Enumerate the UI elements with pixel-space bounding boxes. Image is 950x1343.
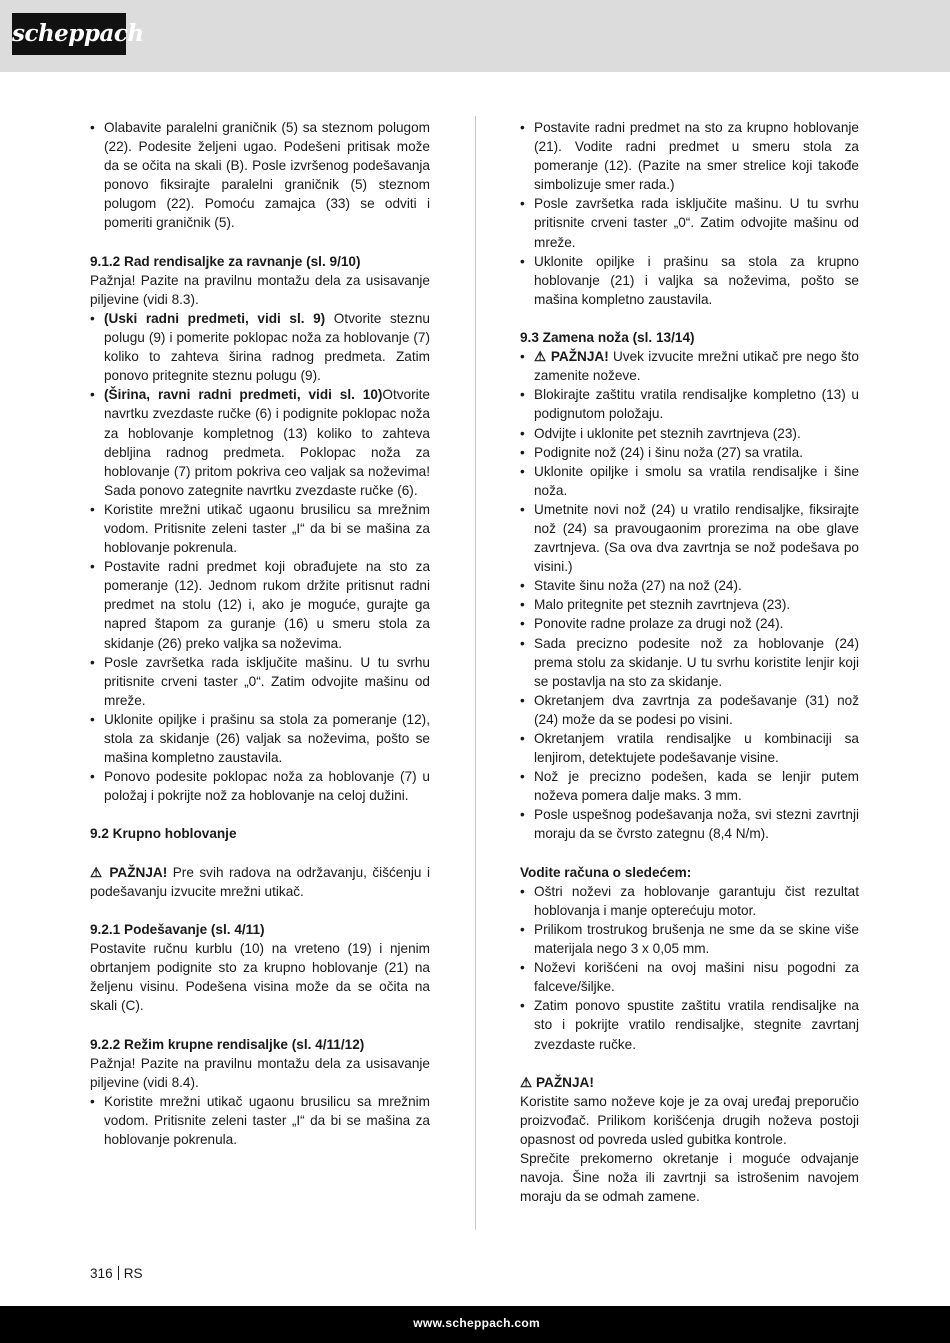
list-item: • Noževi korišćeni na ovoj mašini nisu pogodni za falceve/šiljke.	[520, 958, 859, 996]
header-bar	[0, 0, 950, 72]
bold-label: (Uski radni predmeti, vidi sl. 9)	[104, 310, 326, 326]
paragraph: Pažnja! Pazite na pravilnu montažu dela za usisavanje piljevine (vidi 8.4).	[90, 1055, 430, 1090]
list-item: • Koristite mrežni utikač ugaonu brusilicu sa mrežnim vodom. Pritisnite zeleni taster „I“ da bi se mašina za hoblovanje pokrenula.	[90, 1092, 430, 1149]
website-url: www.scheppach.com	[413, 1316, 540, 1330]
item-text: Uvek izvucite mrežni utikač pre nego što zamenite noževe.	[534, 349, 859, 384]
list-item: • Ponovo podesite poklopac noža za hoblovanje (7) u položaj i pokrijte nož za hoblovanje na celoj dužini.	[90, 767, 430, 805]
page-number	[90, 1266, 143, 1281]
list-item: • Uklonite opiljke i prašinu sa stola za krupno hoblovanje (21) i valjka sa noževima, pošto se mašina kompletno zaustavila.	[520, 252, 859, 309]
warning-text: Pre svih radova na održavanju, čišćenju i podešavanju izvucite mrežni utikač.	[90, 864, 430, 899]
note-heading: Vodite računa o sledećem:	[520, 864, 692, 880]
section-heading-9-1-2: 9.1.2 Rad rendisaljke za ravnanje (sl. 9/10)	[90, 253, 361, 269]
list-item: • Nož je precizno podešen, kada se lenjir putem noževa pomera dalje maks. 3 mm.	[520, 767, 859, 805]
bold-label: (Širina, ravni radni predmeti, vidi sl. 10)	[104, 387, 383, 403]
list-item: • Postavite radni predmet na sto za krupno hoblovanje (21). Vodite radni predmet u smeru stola za pomeranje (12). (Pazite na smer strelice koji takođe simbolizuje smer rada.)	[520, 118, 859, 194]
warning-label: ⚠ PAŽNJA!	[90, 864, 168, 880]
list-item: • Uklonite opiljke i prašinu sa stola za pomeranje (12), stola za skidanje (26) valjak sa noževima, pošto se mašina kompletno zaustavila.	[90, 710, 430, 767]
warning-heading: ⚠ PAŽNJA!	[520, 1074, 594, 1090]
list-item: • Oštri noževi za hoblovanje garantuju čist rezultat hoblovanja i manje opterećuju motor.	[520, 882, 859, 920]
list-item: • Okretanjem dva zavrtnja za podešavanje (31) nož (24) može da se podesi po visini.	[520, 691, 859, 729]
list-item: • Koristite mrežni utikač ugaonu brusilicu sa mrežnim vodom. Pritisnite zeleni taster „I“ da bi se mašina za hoblovanje pokrenula.	[90, 500, 430, 557]
list-item: • Sada precizno podesite nož za hoblovanje (24) prema stolu za skidanje. U tu svrhu koristite lenjir koji se postavlja na sto za skidanje.	[520, 634, 859, 691]
list-item: • Uklonite opiljke i smolu sa vratila rendisaljke i šine noža.	[520, 462, 859, 500]
list-item: • Posle uspešnog podešavanja noža, svi stezni zavrtnji moraju da se čvrsto zategnu (8,4 N/m).	[520, 805, 859, 843]
list-item: • Okretanjem vratila rendisaljke u kombinaciji sa lenjirom, detektujete podešavanje visine.	[520, 729, 859, 767]
section-heading-9-2-2: 9.2.2 Režim krupne rendisaljke (sl. 4/11/12)	[90, 1036, 365, 1052]
list-item: • Stavite šinu noža (27) na nož (24).	[520, 576, 859, 595]
section-heading-9-3: 9.3 Zamena noža (sl. 13/14)	[520, 330, 695, 346]
footer-bar	[0, 1306, 950, 1343]
page-number-value: 316	[90, 1266, 113, 1281]
section-heading-9-2-1: 9.2.1 Podešavanje (sl. 4/11)	[90, 921, 265, 937]
left-column	[90, 118, 430, 1149]
list-item: • Posle završetka rada isključite mašinu. U tu svrhu pritisnite crveni taster „0“. Zatim odvojite mašinu od mreže.	[90, 653, 430, 710]
list-item: • Prilikom trostrukog brušenja ne sme da se skine više materijala nego 3 x 0,05 mm.	[520, 920, 859, 958]
language-code: RS	[123, 1266, 143, 1281]
warning-label: ⚠ PAŽNJA!	[534, 349, 609, 365]
list-item: • Posle završetka rada isključite mašinu. U tu svrhu pritisnite crveni taster „0“. Zatim odvojite mašinu od mreže.	[520, 194, 859, 251]
list-item	[520, 347, 859, 385]
paragraph: Sprečite prekomerno okretanje i moguće odvajanje navoja. Šine noža ili zavrtnji sa istrošenim navojem moraju da se odmah zamene.	[520, 1151, 859, 1205]
list-item: • Postavite radni predmet koji obrađujete na sto za pomeranje (12). Jednom rukom držite pritisnut radni predmet na stolu (12) i, ako je moguće, gurajte ga napred štapom za guranje (16) u smeru stola za skidanje (26) preko valjka sa noževima.	[90, 557, 430, 652]
list-item: • Olabavite paralelni graničnik (5) sa steznom polugom (22). Podesite željeni ugao. Podešeni pritisak može da se očita na skali (B). Posle izvršenog podešavanja ponovo fiksirajte paralelni graničnik (5) steznom polugom (22). Pomoću zamajca (33) se odviti i pomeriti graničnik (5).	[90, 118, 430, 233]
item-text: Otvorite navrtku zvezdaste ručke (6) i podignite poklopac noža za hoblovanje kompletnog (13) koliko to zahteva debljina radnog predmeta. Poklopac noža za hoblovanje (7) pritom pokriva ceo valjak sa noževima! Sada ponovo zategnite navrtku zvezdaste ručke (6).	[104, 387, 430, 498]
list-item: • Podignite nož (24) i šinu noža (27) sa vratila.	[520, 443, 859, 462]
column-divider	[475, 116, 476, 1230]
scheppach-logo: scheppach	[12, 13, 126, 55]
page-number-separator	[118, 1266, 119, 1280]
right-column	[520, 118, 859, 1206]
list-item: • Malo pritegnite pet steznih zavrtnjeva (23).	[520, 595, 859, 614]
paragraph: Koristite samo noževe koje je za ovaj uređaj preporučio proizvođač. Prilikom korišćenja drugih noževa postoji opasnost od povreda usled gubitka kontrole.	[520, 1093, 859, 1147]
warning-paragraph	[90, 863, 430, 901]
list-item: • Umetnite novi nož (24) u vratilo rendisaljke, fiksirajte nož (24) sa pravougaonim prorezima na obe glave zavrtnjeva. (Sa ova dva zavrtnja se nož podešava po visini.)	[520, 500, 859, 576]
item-text: Otvorite steznu polugu (9) i pomerite poklopac noža za hoblovanje (7) koliko to zahteva širina radnog predmeta. Zatim ponovo pritegnite steznu polugu (9).	[104, 310, 430, 384]
list-item: • Ponovite radne prolaze za drugi nož (24).	[520, 614, 859, 633]
section-heading-9-2: 9.2 Krupno hoblovanje	[90, 826, 237, 842]
list-item	[90, 309, 430, 385]
paragraph: Pažnja! Pazite na pravilnu montažu dela za usisavanje piljevine (vidi 8.3).	[90, 272, 430, 307]
paragraph: Postavite ručnu kurblu (10) na vreteno (19) i njenim obrtanjem podignite sto za krupno hoblovanje (21) na željenu visinu. Podešena visina može da se očita na skali (C).	[90, 941, 430, 1014]
list-item	[90, 385, 430, 500]
list-item: • Zatim ponovo spustite zaštitu vratila rendisaljke na sto i pokrijte vratilo rendisaljke, stegnite zavrtanj zvezdaste ručke.	[520, 996, 859, 1053]
list-item: • Blokirajte zaštitu vratila rendisaljke kompletno (13) u podignutom položaju.	[520, 385, 859, 423]
list-item: • Odvijte i uklonite pet steznih zavrtnjeva (23).	[520, 424, 859, 443]
